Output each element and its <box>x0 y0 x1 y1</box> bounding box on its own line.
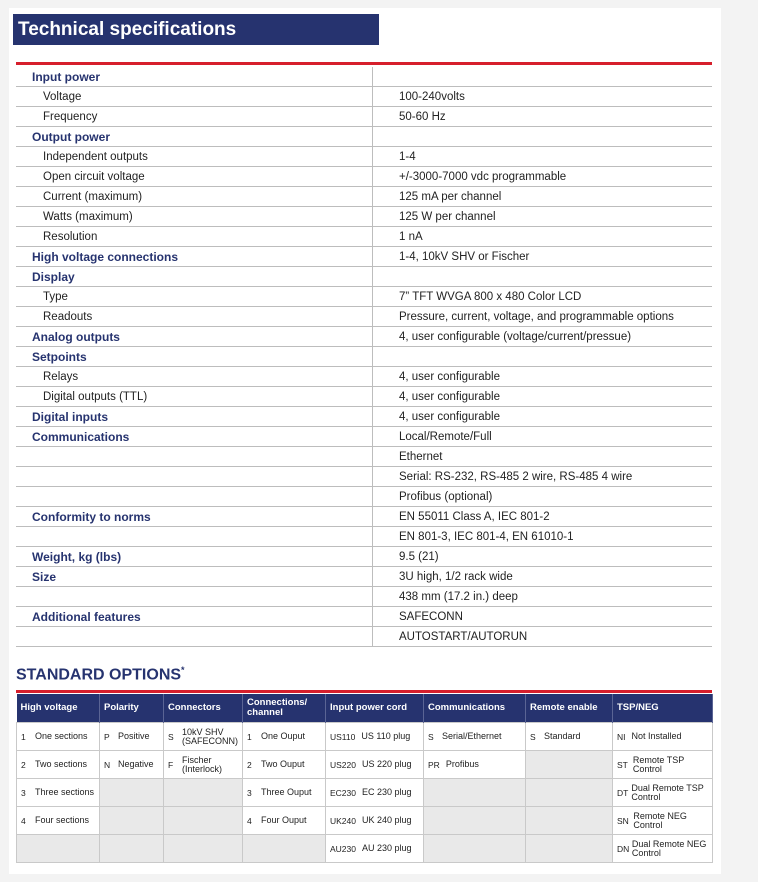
options-title: STANDARD OPTIONS* <box>16 665 185 684</box>
option-description: Remote TSP Control <box>632 754 685 774</box>
option-code: SN <box>617 815 629 826</box>
option-code: 1 <box>247 731 252 742</box>
spec-category: Weight, kg (lbs) <box>16 547 373 567</box>
page <box>9 8 721 874</box>
spec-value <box>373 67 713 87</box>
option-description: Dual Remote NEG Control <box>631 838 707 858</box>
options-cell <box>326 807 424 835</box>
option-description: Three sections <box>35 787 95 797</box>
spec-row <box>16 207 712 227</box>
spec-value: 7” TFT WVGA 800 x 480 Color LCD <box>373 287 713 307</box>
option-description: Two sections <box>35 759 88 769</box>
option-code: 3 <box>21 787 26 798</box>
options-empty-cell <box>100 807 164 835</box>
spec-row <box>16 587 712 607</box>
spec-value <box>373 267 713 287</box>
spec-row <box>16 127 712 147</box>
spec-value: 4, user configurable <box>373 407 713 427</box>
spec-label: Resolution <box>16 227 373 247</box>
spec-category: Additional features <box>16 607 373 627</box>
spec-label <box>16 527 373 547</box>
spec-category: Digital inputs <box>16 407 373 427</box>
option-description: Serial/Ethernet <box>442 731 502 741</box>
option-code: PR <box>428 759 440 770</box>
options-column-header: TSP/NEG <box>613 694 713 723</box>
option-code: S <box>428 731 434 742</box>
options-column-header: Polarity <box>100 694 164 723</box>
spec-row <box>16 367 712 387</box>
spec-label <box>16 587 373 607</box>
option-description: Four Ouput <box>261 815 307 825</box>
spec-row <box>16 327 712 347</box>
spec-row <box>16 387 712 407</box>
spec-category: Output power <box>16 127 373 147</box>
options-table <box>16 694 713 863</box>
spec-label: Watts (maximum) <box>16 207 373 227</box>
options-cell <box>243 779 326 807</box>
option-code: US220 <box>330 759 356 770</box>
options-empty-cell <box>100 779 164 807</box>
spec-label <box>16 467 373 487</box>
spec-row <box>16 507 712 527</box>
spec-category: Communications <box>16 427 373 447</box>
spec-category: Setpoints <box>16 347 373 367</box>
options-column-header: Input power cord <box>326 694 424 723</box>
options-empty-cell <box>100 835 164 863</box>
spec-value: Profibus (optional) <box>373 487 713 507</box>
spec-category: Conformity to norms <box>16 507 373 527</box>
options-empty-cell <box>243 835 326 863</box>
spec-row <box>16 427 712 447</box>
options-cell <box>613 835 713 863</box>
spec-value: 125 mA per channel <box>373 187 713 207</box>
spec-label <box>16 627 373 647</box>
options-cell <box>326 751 424 779</box>
spec-label: Voltage <box>16 87 373 107</box>
spec-row <box>16 107 712 127</box>
options-cell <box>526 723 613 751</box>
option-code: UK240 <box>330 815 356 826</box>
spec-category: Display <box>16 267 373 287</box>
options-cell <box>100 751 164 779</box>
options-empty-cell <box>17 835 100 863</box>
spec-value: Ethernet <box>373 447 713 467</box>
spec-value: 4, user configurable <box>373 387 713 407</box>
option-code: 2 <box>247 759 252 770</box>
option-code: S <box>168 731 174 742</box>
spec-row <box>16 627 712 647</box>
option-code: US110 <box>330 731 356 742</box>
spec-value <box>373 347 713 367</box>
spec-row <box>16 307 712 327</box>
spec-category: High voltage connections <box>16 247 373 267</box>
option-description: Profibus <box>445 759 479 769</box>
options-cell <box>243 807 326 835</box>
options-column-header: Communications <box>424 694 526 723</box>
spec-row <box>16 87 712 107</box>
spec-value: SAFECONN <box>373 607 713 627</box>
options-empty-cell <box>526 751 613 779</box>
option-description: One sections <box>35 731 88 741</box>
option-code: EC230 <box>330 787 356 798</box>
option-description: AU 230 plug <box>362 843 412 853</box>
spec-value: 4, user configurable <box>373 367 713 387</box>
options-cell <box>424 751 526 779</box>
page-title: Technical specifications <box>13 14 379 45</box>
option-description: Dual Remote TSP Control <box>631 782 704 802</box>
spec-value: 50-60 Hz <box>373 107 713 127</box>
option-description: One Ouput <box>261 731 306 741</box>
options-row <box>17 807 713 835</box>
specs-table <box>16 67 712 647</box>
option-description: Two Ouput <box>261 759 305 769</box>
spec-value <box>373 127 713 147</box>
option-description: UK 240 plug <box>362 815 412 825</box>
options-empty-cell <box>526 835 613 863</box>
spec-label: Relays <box>16 367 373 387</box>
spec-value: 125 W per channel <box>373 207 713 227</box>
spec-row <box>16 467 712 487</box>
options-row <box>17 751 713 779</box>
options-column-header: Remote enable <box>526 694 613 723</box>
spec-label: Readouts <box>16 307 373 327</box>
spec-label: Open circuit voltage <box>16 167 373 187</box>
spec-value: 9.5 (21) <box>373 547 713 567</box>
spec-value: Local/Remote/Full <box>373 427 713 447</box>
spec-category: Size <box>16 567 373 587</box>
options-column-header: High voltage <box>17 694 100 723</box>
spec-row <box>16 527 712 547</box>
spec-category: Input power <box>16 67 373 87</box>
options-empty-cell <box>164 835 243 863</box>
options-cell <box>613 807 713 835</box>
options-empty-cell <box>424 835 526 863</box>
spec-row <box>16 567 712 587</box>
spec-label <box>16 487 373 507</box>
spec-category: Analog outputs <box>16 327 373 347</box>
options-cell <box>17 751 100 779</box>
option-description: Standard <box>544 731 581 741</box>
spec-value: 1-4 <box>373 147 713 167</box>
spec-value: 3U high, 1/2 rack wide <box>373 567 713 587</box>
spec-value: 438 mm (17.2 in.) deep <box>373 587 713 607</box>
option-description: Three Ouput <box>261 787 312 797</box>
option-code: DN <box>617 843 630 854</box>
option-code: ST <box>617 759 628 770</box>
options-empty-cell <box>164 807 243 835</box>
options-cell <box>243 751 326 779</box>
spec-value: 100-240volts <box>373 87 713 107</box>
option-code: 4 <box>247 815 252 826</box>
options-cell <box>100 723 164 751</box>
option-description: Four sections <box>35 815 90 825</box>
options-empty-cell <box>424 779 526 807</box>
spec-row <box>16 287 712 307</box>
option-code: F <box>168 759 174 770</box>
options-row <box>17 779 713 807</box>
spec-label <box>16 447 373 467</box>
options-cell <box>326 723 424 751</box>
option-code: P <box>104 731 110 742</box>
title-divider <box>16 62 712 65</box>
option-description: Positive <box>118 731 150 741</box>
options-cell <box>17 807 100 835</box>
options-empty-cell <box>526 779 613 807</box>
spec-value: AUTOSTART/AUTORUN <box>373 627 713 647</box>
option-description: Remote NEG Control <box>633 810 687 830</box>
option-code: 1 <box>21 731 26 742</box>
options-cell <box>17 779 100 807</box>
options-column-header: Connectors <box>164 694 243 723</box>
options-row <box>17 835 713 863</box>
options-cell <box>613 723 713 751</box>
option-code: 3 <box>247 787 252 798</box>
option-code: 4 <box>21 815 26 826</box>
spec-value: EN 801-3, IEC 801-4, EN 61010-1 <box>373 527 713 547</box>
option-description: US 110 plug <box>361 731 411 741</box>
spec-row <box>16 347 712 367</box>
options-cell <box>326 835 424 863</box>
spec-label: Frequency <box>16 107 373 127</box>
spec-row <box>16 447 712 467</box>
spec-label: Independent outputs <box>16 147 373 167</box>
spec-value: 1 nA <box>373 227 713 247</box>
option-code: NI <box>617 731 626 742</box>
spec-row <box>16 407 712 427</box>
spec-row <box>16 607 712 627</box>
option-code: N <box>104 759 111 770</box>
options-row <box>17 723 713 751</box>
options-empty-cell <box>424 807 526 835</box>
spec-row <box>16 547 712 567</box>
spec-row <box>16 227 712 247</box>
spec-value: Pressure, current, voltage, and programmable options <box>373 307 713 327</box>
option-description: US 220 plug <box>362 759 412 769</box>
options-cell <box>613 751 713 779</box>
spec-value: Serial: RS-232, RS-485 2 wire, RS-485 4 wire <box>373 467 713 487</box>
options-empty-cell <box>526 807 613 835</box>
spec-value: +/-3000-7000 vdc programmable <box>373 167 713 187</box>
options-empty-cell <box>164 779 243 807</box>
spec-value: EN 55011 Class A, IEC 801-2 <box>373 507 713 527</box>
spec-row <box>16 267 712 287</box>
spec-label: Type <box>16 287 373 307</box>
spec-value: 4, user configurable (voltage/current/pressue) <box>373 327 713 347</box>
spec-label: Current (maximum) <box>16 187 373 207</box>
options-cell <box>243 723 326 751</box>
option-description: Not Installed <box>631 731 682 741</box>
spec-row <box>16 247 712 267</box>
options-cell <box>424 723 526 751</box>
option-code: S <box>530 731 536 742</box>
options-cell <box>613 779 713 807</box>
option-description: 10kV SHV (SAFECONN) <box>182 726 238 746</box>
options-column-header: Connections/ channel <box>243 694 326 723</box>
options-divider <box>16 690 712 693</box>
option-description: EC 230 plug <box>362 787 412 797</box>
option-description: Negative <box>118 759 154 769</box>
options-cell <box>164 751 243 779</box>
spec-row <box>16 167 712 187</box>
spec-row <box>16 487 712 507</box>
option-code: DT <box>617 787 629 798</box>
spec-row <box>16 67 712 87</box>
option-description: Fischer (Interlock) <box>182 754 223 774</box>
spec-row <box>16 147 712 167</box>
spec-value: 1-4, 10kV SHV or Fischer <box>373 247 713 267</box>
options-cell <box>326 779 424 807</box>
spec-label: Digital outputs (TTL) <box>16 387 373 407</box>
option-code: AU230 <box>330 843 356 854</box>
options-cell <box>164 723 243 751</box>
spec-row <box>16 187 712 207</box>
options-cell <box>17 723 100 751</box>
option-code: 2 <box>21 759 26 770</box>
